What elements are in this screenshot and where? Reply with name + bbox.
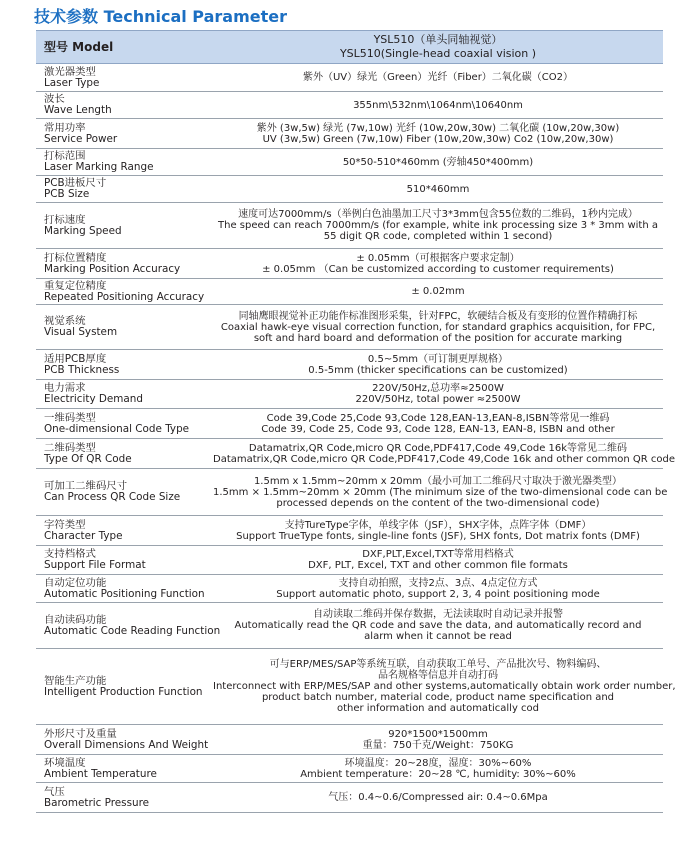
parameter-label-cn: 激光器类型 [44, 65, 96, 78]
parameter-value [213, 409, 663, 439]
parameter-value-line: alarm when it cannot be read [364, 631, 512, 642]
parameter-value-line: Ambient temperature：20~28 ℃, humidity: 30%~60% [300, 768, 576, 780]
parameter-value-line: 速度可达7000mm/s（举例白色油墨加工尺寸3*3mm包含55位数的二维码，1秒内完成） [238, 209, 638, 220]
parameter-label-en: Intelligent Production Function [44, 685, 203, 698]
parameter-label-en: Barometric Pressure [44, 796, 150, 809]
parameter-label-cn: 可加工二维码尺寸 [44, 480, 128, 492]
table-row [36, 409, 663, 439]
parameter-value [213, 305, 663, 350]
parameter-label-cn: PCB进板尺寸 [44, 177, 107, 189]
parameter-label-en: Automatic Positioning Function [44, 587, 205, 600]
parameter-label-en: Wave Length [44, 104, 112, 116]
parameter-label-cn: 打标位置精度 [44, 251, 107, 264]
parameter-label-en: PCB Thickness [44, 363, 120, 376]
parameter-value-line: ± 0.02mm [411, 286, 465, 297]
parameter-label-en: Marking Position Accuracy [44, 262, 181, 275]
parameter-value-line: 510*460mm [406, 183, 470, 195]
parameter-label-en: Automatic Code Reading Function [44, 624, 221, 637]
parameter-label [36, 149, 213, 176]
parameter-label [36, 119, 213, 149]
model-value-line: YSL510(Single-head coaxial vision ) [339, 47, 537, 60]
parameter-label-cn: 气压 [44, 785, 65, 798]
parameter-label [36, 409, 213, 439]
parameter-label-en: Can Process QR Code Size [44, 491, 181, 503]
parameter-label-en: Service Power [44, 132, 118, 145]
parameter-label-cn: 字符类型 [44, 518, 86, 531]
parameter-label-en: One-dimensional Code Type [44, 422, 190, 435]
parameter-label-en: Support File Format [44, 559, 146, 571]
table-row [36, 176, 663, 203]
parameter-label [36, 469, 213, 516]
parameter-value-line: ± 0.05mm （Can be customized according to customer requirements) [262, 263, 614, 275]
parameter-value-line: 支持自动拍照，支持2点、3点、4点定位方式 [338, 577, 538, 589]
parameter-label-en: Marking Speed [44, 224, 122, 237]
parameter-label [36, 203, 213, 249]
table-row [36, 119, 663, 149]
parameter-value-line: 0.5-5mm (thicker specifications can be customized) [308, 364, 568, 376]
parameter-value [213, 649, 676, 725]
parameter-label [36, 380, 213, 409]
parameter-label-cn: 二维码类型 [44, 441, 96, 454]
table-row [36, 64, 663, 92]
parameter-label-en: Electricity Demand [44, 393, 143, 405]
parameter-value-line: 环境温度：20~28度，湿度：30%~60% [344, 757, 532, 769]
parameter-label-cn: 支持档格式 [44, 548, 96, 560]
parameter-value-line: Coaxial hawk-eye visual correction function, for standard graphics acquisition, for FPC, [220, 321, 656, 333]
parameter-label-cn: 一维码类型 [44, 411, 96, 424]
parameter-value-line: Automatically read the QR code and save the data, and automatically record and [234, 620, 642, 631]
parameter-value-line: ± 0.05mm（可根据客户要求定制） [356, 252, 520, 264]
parameter-label-cn: 波长 [44, 93, 65, 105]
parameter-label-en: Visual System [44, 326, 118, 338]
parameter-label [36, 546, 213, 575]
parameter-label-cn: 电力需求 [44, 382, 86, 394]
parameter-label-en: Ambient Temperature [44, 767, 157, 780]
parameter-value-line: processed depends on the content of the two-dimensional code) [276, 497, 600, 509]
parameter-value-line: The speed can reach 7000mm/s (for example, white ink processing size 3 * 3mm with a [218, 220, 658, 231]
parameter-value-line: UV (3w,5w) Green (7w,10w) Fiber (10w,20w,30w) Co2 (10w,20w,30w) [262, 133, 614, 145]
parameter-value [213, 279, 663, 305]
parameter-label-en: Overall Dimensions And Weight [44, 738, 209, 751]
parameter-value [213, 469, 668, 516]
parameter-value [213, 149, 663, 176]
parameter-value [213, 439, 675, 469]
parameter-value [213, 783, 663, 813]
parameter-label [36, 783, 213, 813]
parameter-value [213, 516, 663, 546]
table-row [36, 516, 663, 546]
parameter-value-line: 紫外（UV）绿光（Green）光纤（Fiber）二氧化碳（CO2） [302, 72, 574, 83]
parameter-value-line: 55 digit QR code, completed within 1 second) [323, 231, 553, 242]
parameter-label-cn: 智能生产功能 [44, 674, 107, 687]
table-row [36, 783, 663, 813]
parameter-label-en: PCB Size [44, 188, 90, 200]
table-row [36, 575, 663, 603]
parameter-value [213, 725, 663, 755]
parameter-value-line: soft and hard board and deformation of the position for accurate marking [253, 332, 623, 344]
parameter-label [36, 350, 213, 380]
parameter-value-line: 可与ERP/MES/SAP等系统互联，自动获取工单号、产品批次号、物料编码、 [269, 659, 607, 670]
parameter-value [213, 64, 663, 92]
parameter-label [36, 64, 213, 92]
page-title: 技术参数 Technical Parameter [34, 7, 287, 26]
parameter-value [213, 380, 663, 409]
parameter-value-line: 品名规格等信息并自动打码 [378, 670, 498, 681]
parameter-label-cn: 视觉系统 [44, 315, 86, 327]
parameter-label-cn: 打标范围 [44, 150, 86, 162]
table-row [36, 439, 663, 469]
parameter-label-en: Character Type [44, 529, 123, 542]
model-label: 型号 Model [36, 31, 213, 64]
parameter-value [213, 755, 663, 783]
parameter-value [213, 249, 663, 279]
parameter-value [213, 203, 663, 249]
parameter-value-line: 1.5mm × 1.5mm~20mm × 20mm (The minimum size of the two-dimensional code can be [213, 486, 668, 498]
parameter-value-line: Support TrueType fonts, single-line fonts (JSF), SHX fonts, Dot matrix fonts (DMF) [236, 530, 640, 542]
parameter-value [213, 350, 663, 380]
parameter-value-line: 0.5~5mm（可订制更厚规格） [367, 353, 509, 365]
parameter-value-line: 支持TureType字体，单线字体（JSF），SHX字体，点阵字体（DMF） [284, 519, 592, 531]
parameter-value [213, 603, 663, 649]
table-row [36, 279, 663, 305]
parameter-value-line: 1.5mm x 1.5mm~20mm x 20mm（最小可加工二维码尺寸取决于激光器类型） [253, 475, 623, 487]
parameter-label [36, 649, 213, 725]
parameter-label-cn: 常用功率 [44, 121, 86, 134]
parameter-value-line: DXF, PLT, Excel, TXT and other common file formats [308, 560, 568, 571]
parameter-label-cn: 外形尺寸及重量 [44, 727, 117, 740]
parameter-value-line: 50*50-510*460mm (旁轴450*400mm) [342, 156, 534, 168]
table-row [36, 249, 663, 279]
table-row [36, 755, 663, 783]
parameter-label [36, 249, 213, 279]
model-value [213, 31, 663, 64]
parameter-value-line: 同轴鹰眼视觉补正功能作标准图形采集，针对FPC，软硬结合板及有变形的位置作精确打标 [238, 310, 638, 322]
table-row [36, 469, 663, 516]
table-row [36, 725, 663, 755]
table-row [36, 603, 663, 649]
parameter-label-cn: 打标速度 [44, 213, 86, 226]
parameter-value-line: Code 39,Code 25,Code 93,Code 128,EAN-13,EAN-8,ISBN等常见一维码 [266, 412, 610, 424]
parameter-value-line: Support automatic photo, support 2, 3, 4 point positioning mode [276, 588, 600, 600]
parameter-value-line: 紫外 (3w,5w) 绿光 (7w,10w) 光纤 (10w,20w,30w) 二氧化碳 (10w,20w,30w) [256, 122, 620, 134]
table-row [36, 649, 663, 725]
parameter-label [36, 516, 213, 546]
parameter-value [213, 176, 663, 203]
header-row [36, 31, 663, 64]
parameter-value-line: Code 39, Code 25, Code 93, Code 128, EAN-13, EAN-8, ISBN and other [261, 423, 615, 435]
parameter-value [213, 92, 663, 119]
table-row [36, 305, 663, 350]
table-row [36, 380, 663, 409]
parameter-value [213, 575, 663, 603]
parameter-label-cn: 自动定位功能 [44, 576, 107, 589]
parameter-value-line: 气压：0.4~0.6/Compressed air: 0.4~0.6Mpa [328, 792, 548, 803]
parameter-value-line: Interconnect with ERP/MES/SAP and other systems,automatically obtain work order number, [213, 681, 676, 692]
model-value-line: YSL510（单头同轴视觉） [373, 33, 503, 46]
table-row [36, 350, 663, 380]
table-row [36, 203, 663, 249]
parameter-label [36, 176, 213, 203]
parameter-value [213, 546, 663, 575]
parameter-label-cn: 自动读码功能 [44, 613, 107, 626]
parameter-label-cn: 适用PCB厚度 [44, 352, 107, 365]
parameter-label [36, 439, 213, 469]
parameter-label [36, 603, 221, 649]
parameter-label [36, 92, 213, 119]
parameter-value-line: 自动读取二维码并保存数据，无法读取时自动记录并报警 [313, 609, 563, 620]
parameter-label-en: Laser Marking Range [44, 161, 154, 173]
table-row [36, 92, 663, 119]
parameter-label [36, 279, 213, 305]
parameter-value-line: Datamatrix,QR Code,micro QR Code,PDF417,Code 49,Code 16k等常见二维码 [248, 442, 628, 454]
parameter-label-en: Repeated Positioning Accuracy [44, 290, 205, 303]
parameter-value-line: product batch number, material code, product name specification and [261, 692, 615, 703]
table-row [36, 149, 663, 176]
parameter-value-line: 220V/50Hz, total power ≈2500W [355, 394, 521, 405]
parameter-label-en: Type Of QR Code [44, 452, 132, 465]
parameter-label-en: Laser Type [44, 76, 100, 89]
parameter-value-line: other information and automatically cod [336, 703, 540, 714]
table-row [36, 546, 663, 575]
parameter-label [36, 305, 213, 350]
parameter-value [213, 119, 663, 149]
parameter-value-line: 920*1500*1500mm [388, 728, 488, 740]
parameter-label [36, 725, 213, 755]
parameter-label-cn: 环境温度 [44, 756, 86, 769]
parameter-table [36, 30, 676, 813]
parameter-label-cn: 重复定位精度 [44, 279, 107, 292]
parameter-value-line: 355nm\532nm\1064nm\10640nm [353, 99, 523, 111]
parameter-value-line: DXF,PLT,Excel,TXT等常用档格式 [362, 549, 514, 560]
parameter-value-line: 重量：750千克/Weight：750KG [362, 739, 514, 751]
parameter-value-line: Datamatrix,QR Code,micro QR Code,PDF417,Code 49,Code 16k and other common QR code [213, 453, 675, 465]
parameter-value-line: 220V/50Hz,总功率≈2500W [372, 383, 504, 394]
parameter-label [36, 575, 213, 603]
parameter-label [36, 755, 213, 783]
